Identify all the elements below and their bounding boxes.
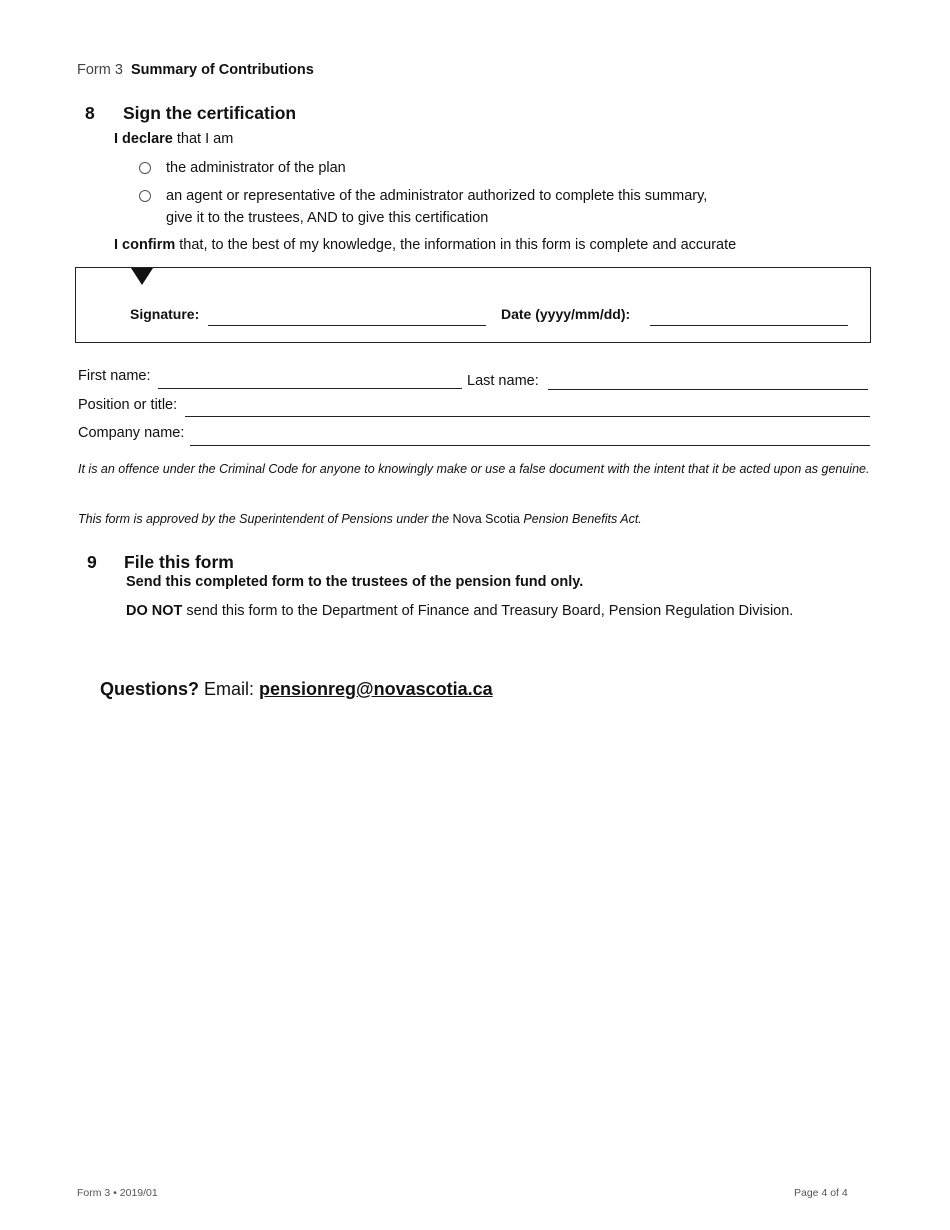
declare-rest: that I am [172,131,234,147]
position-field[interactable] [185,416,870,417]
footer-form-version: Form 3 • 2019/01 [77,1187,158,1199]
position-label: Position or title: [78,397,178,413]
do-not-send-instruction [126,603,793,619]
signature-box [75,267,871,343]
date-field[interactable] [650,325,848,326]
last-name-field[interactable] [548,389,868,390]
sign-here-arrow-icon [131,268,153,285]
approval-province: Nova Scotia [452,512,520,526]
section-9-number: 9 [87,552,97,572]
section-9-title: File this form [124,552,234,572]
date-label: Date (yyyy/mm/dd): [501,306,631,322]
confirm-statement [114,237,736,253]
last-name-label: Last name: [467,373,539,389]
form-title: Summary of Contributions [130,62,314,78]
section-8-title: Sign the certification [123,103,297,123]
email-label: Email: [199,679,260,699]
first-name-field[interactable] [158,388,462,389]
approval-pre: This form is approved by the Superintendent of Pensions under the [78,512,453,526]
signature-field[interactable] [208,325,486,326]
approval-notice [78,508,642,530]
do-not-bold: DO NOT [126,603,183,619]
form-label: Form 3 [77,62,123,78]
confirm-bold: I confirm [114,237,176,253]
company-label: Company name: [78,425,185,441]
company-field[interactable] [190,445,870,446]
do-not-rest: send this form to the Department of Finance and Treasury Board, Pension Regulation Division. [182,603,794,619]
administrator-option-label: the administrator of the plan [166,160,346,176]
approval-act: Pension Benefits Act. [519,512,642,526]
administrator-radio[interactable] [139,162,151,174]
footer-page-number: Page 4 of 4 [794,1187,848,1199]
offence-notice: It is an offence under the Criminal Code for anyone to knowingly make or use a false document with the intent that it be acted upon as genuine. [78,462,870,476]
agent-option-label-line2: give it to the trustees, AND to give this certification [166,210,489,226]
email-link[interactable]: pensionreg@novascotia.ca [259,679,493,699]
confirm-rest: that, to the best of my knowledge, the information in this form is complete and accurate [175,237,737,253]
signature-label: Signature: [130,306,200,322]
form-header [77,62,314,78]
send-instruction: Send this completed form to the trustees of the pension fund only. [126,574,584,590]
first-name-label: First name: [78,368,151,384]
questions-label: Questions? [100,679,200,699]
agent-radio[interactable] [139,190,151,202]
declare-bold: I declare [114,131,173,147]
questions-line [100,679,493,700]
agent-option-label-line1: an agent or representative of the administrator authorized to complete this summary, [166,188,708,204]
declare-statement [114,131,233,147]
section-8-number: 8 [85,103,95,123]
